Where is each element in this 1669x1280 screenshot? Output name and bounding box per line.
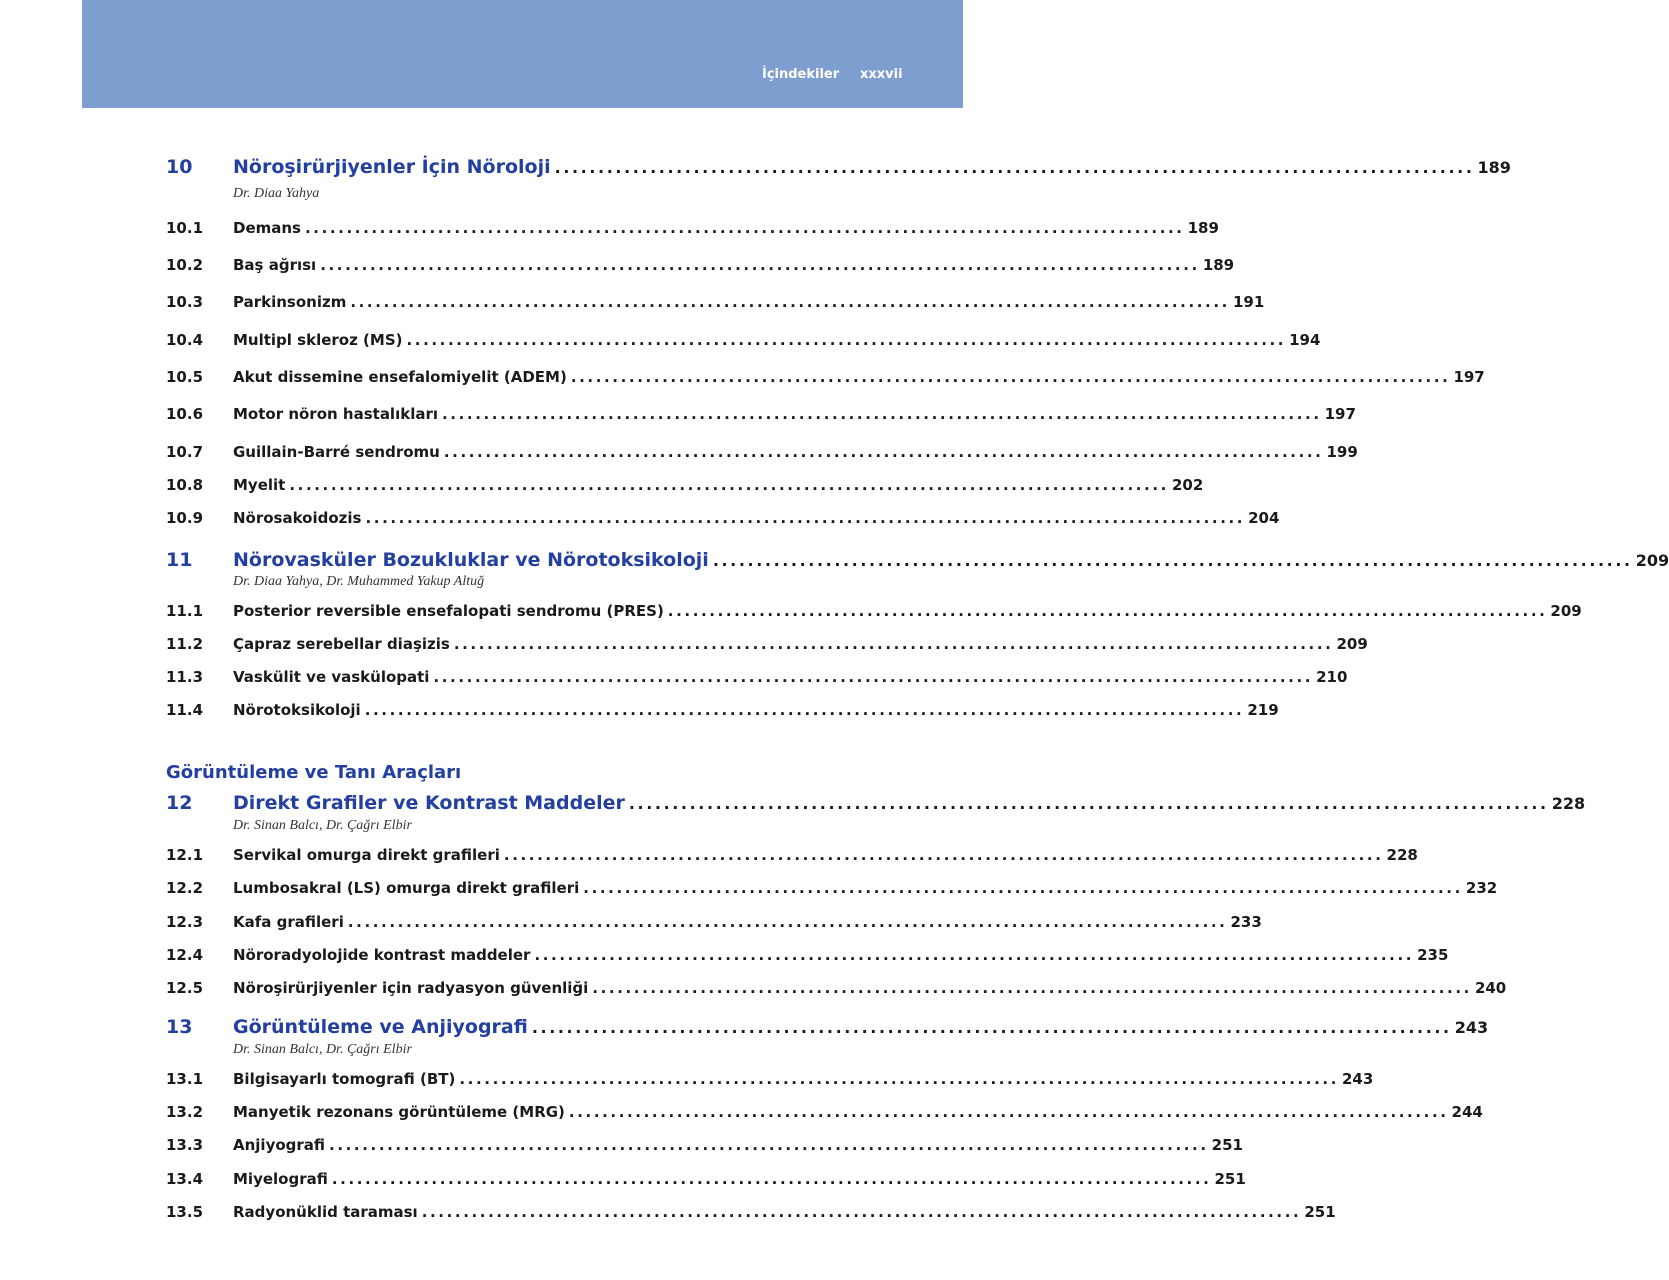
toc-entry-11-3[interactable] [166,666,1348,688]
entry-title: Servikal omurga direkt grafileri [233,846,500,864]
entry-number: 12.2 [166,879,204,897]
toc-entry-10-8[interactable] [166,474,1204,496]
toc-entry-13-5[interactable] [166,1201,1336,1223]
entry-page: 191 [1232,293,1265,311]
entry-page: 202 [1171,476,1204,494]
entry-number: 10.5 [166,368,204,386]
entry-number: 11.3 [166,668,204,686]
entry-title: Kafa grafileri [233,913,344,931]
entry-title: Bilgisayarlı tomografi (BT) [233,1070,456,1088]
entry-page: 251 [1304,1203,1336,1221]
toc-entry-10-4[interactable] [166,329,1321,351]
dot-leader: .......................................................................................................... [320,256,1200,274]
entry-number: 13.3 [166,1136,204,1154]
chapter-title: Nörovasküler Bozukluklar ve Nörotoksikoloji [233,549,709,571]
entry-page: 243 [1342,1070,1374,1088]
toc-entry-10-7[interactable] [166,441,1358,463]
entry-page: 199 [1326,443,1358,461]
entry-title: Nöroşirürjiyenler için radyasyon güvenliği [233,979,589,997]
toc-entry-12-3[interactable] [166,911,1262,933]
entry-number: 10.7 [166,443,204,461]
entry-number: 11.2 [166,635,204,653]
entry-page: 244 [1451,1103,1483,1121]
entry-title: Nörosakoidozis [233,509,362,527]
toc-chapter-11[interactable] [166,549,1669,571]
toc-entry-11-4[interactable] [166,699,1279,721]
dot-leader: .......................................................................................................... [628,794,1549,813]
entry-title: Baş ağrısı [233,256,317,274]
entry-number: 10.6 [166,405,204,423]
entry-page: 209 [1336,635,1368,653]
chapter-number: 13 [166,1016,193,1038]
chapter-page: 228 [1551,794,1586,813]
dot-leader: .......................................................................................................... [592,979,1472,997]
toc-entry-10-3[interactable] [166,291,1265,313]
entry-title: Radyonüklid taraması [233,1203,418,1221]
dot-leader: .......................................................................................................... [459,1070,1339,1088]
toc-entry-13-2[interactable] [166,1101,1483,1123]
dot-leader: .......................................................................................................... [365,509,1246,527]
entry-title: Çapraz serebellar diaşizis [233,635,450,653]
entry-page: 219 [1247,701,1279,719]
chapter-authors: Dr. Diaa Yahya, Dr. Muhammed Yakup Altuğ [233,574,485,589]
entry-page: 189 [1187,219,1219,237]
dot-leader: .......................................................................................................... [331,1170,1212,1188]
toc-entry-10-6[interactable] [166,403,1356,425]
toc-entry-10-5[interactable] [166,366,1485,388]
entry-number: 10.3 [166,293,204,311]
dot-leader: .......................................................................................................... [364,701,1245,719]
entry-page: 204 [1248,509,1280,527]
chapter-title: Nöroşirürjiyenler İçin Nöroloji [233,156,551,178]
entry-number: 10.4 [166,331,204,349]
running-header-title: İçindekiler [762,67,840,82]
entry-page: 232 [1465,879,1498,897]
entry-title: Guillain-Barré sendromu [233,443,440,461]
entry-number: 11.1 [166,602,204,620]
toc-chapter-12[interactable] [166,792,1586,814]
chapter-authors: Dr. Sinan Balcı, Dr. Çağrı Elbir [233,818,412,833]
entry-title: Parkinsonizm [233,293,347,311]
toc-entry-12-4[interactable] [166,944,1449,966]
chapter-authors: Dr. Sinan Balcı, Dr. Çağrı Elbir [233,1042,412,1057]
entry-number: 12.4 [166,946,204,964]
toc-entry-10-9[interactable] [166,507,1280,529]
dot-leader: .......................................................................................................... [329,1136,1209,1154]
entry-number: 12.5 [166,979,204,997]
entry-title: Multipl skleroz (MS) [233,331,403,349]
entry-number: 13.1 [166,1070,204,1088]
toc-chapter-10[interactable] [166,156,1511,178]
toc-entry-10-1[interactable] [166,217,1219,239]
dot-leader: .......................................................................................................... [583,879,1463,897]
toc-entry-13-1[interactable] [166,1068,1374,1090]
entry-page: 197 [1453,368,1485,386]
dot-leader: .......................................................................................................... [453,635,1334,653]
toc-entry-12-2[interactable] [166,877,1498,899]
dot-leader: .......................................................................................................... [534,946,1415,964]
entry-title: Vaskülit ve vaskülopati [233,668,430,686]
entry-number: 13.4 [166,1170,204,1188]
entry-page: 233 [1230,913,1262,931]
entry-number: 10.9 [166,509,204,527]
running-header-page-number: xxxvii [860,67,903,82]
dot-leader: .......................................................................................................... [289,476,1169,494]
entry-number: 12.3 [166,913,204,931]
entry-title: Miyelografi [233,1170,328,1188]
entry-title: Manyetik rezonans görüntüleme (MRG) [233,1103,565,1121]
toc-chapter-13[interactable] [166,1016,1489,1038]
chapter-authors: Dr. Diaa Yahya [233,186,320,201]
toc-entry-13-4[interactable] [166,1168,1246,1190]
entry-title: Demans [233,219,301,237]
entry-page: 240 [1474,979,1507,997]
chapter-number: 12 [166,792,193,814]
chapter-page: 209 [1635,551,1669,570]
dot-leader: .......................................................................................................... [667,602,1548,620]
chapter-number: 10 [166,156,193,178]
chapter-page: 189 [1477,158,1511,177]
entry-number: 10.2 [166,256,204,274]
entry-number: 10.8 [166,476,204,494]
toc-entry-11-1[interactable] [166,600,1582,622]
dot-leader: .......................................................................................................... [443,443,1324,461]
entry-page: 209 [1550,602,1582,620]
chapter-title: Direkt Grafiler ve Kontrast Maddeler [233,792,625,814]
entry-page: 210 [1316,668,1348,686]
entry-title: Anjiyografi [233,1136,326,1154]
section-heading: Görüntüleme ve Tanı Araçları [166,762,462,783]
entry-number: 13.5 [166,1203,204,1221]
entry-page: 189 [1202,256,1235,274]
dot-leader: .......................................................................................................... [554,158,1475,177]
chapter-page: 243 [1454,1018,1489,1037]
entry-page: 194 [1289,331,1321,349]
dot-leader: .......................................................................................................... [568,1103,1449,1121]
toc-entry-10-2[interactable] [166,254,1235,276]
dot-leader: .......................................................................................................... [406,331,1287,349]
chapter-number: 11 [166,549,193,571]
entry-number: 12.1 [166,846,204,864]
dot-leader: .......................................................................................................... [442,405,1322,423]
entry-page: 251 [1214,1170,1246,1188]
toc-entry-11-2[interactable] [166,633,1368,655]
entry-title: Motor nöron hastalıkları [233,405,438,423]
dot-leader: .......................................................................................................... [712,551,1633,570]
dot-leader: .......................................................................................................... [503,846,1384,864]
dot-leader: .......................................................................................................... [433,668,1314,686]
entry-title: Nöroradyolojide kontrast maddeler [233,946,531,964]
entry-title: Posterior reversible ensefalopati sendromu (PRES) [233,602,664,620]
entry-page: 197 [1324,405,1356,423]
dot-leader: .......................................................................................................... [570,368,1451,386]
entry-page: 228 [1386,846,1418,864]
toc-entry-13-3[interactable] [166,1134,1243,1156]
entry-title: Myelit [233,476,286,494]
dot-leader: .......................................................................................................... [531,1018,1452,1037]
toc-entry-12-5[interactable] [166,977,1507,999]
entry-number: 13.2 [166,1103,204,1121]
entry-page: 251 [1211,1136,1243,1154]
dot-leader: .......................................................................................................... [350,293,1230,311]
chapter-title: Görüntüleme ve Anjiyografi [233,1016,528,1038]
entry-title: Nörotoksikoloji [233,701,361,719]
entry-title: Lumbosakral (LS) omurga direkt grafileri [233,879,580,897]
dot-leader: .......................................................................................................... [421,1203,1302,1221]
entry-title: Akut dissemine ensefalomiyelit (ADEM) [233,368,567,386]
dot-leader: .......................................................................................................... [304,219,1185,237]
entry-page: 235 [1417,946,1449,964]
entry-number: 11.4 [166,701,204,719]
toc-entry-12-1[interactable] [166,844,1418,866]
entry-number: 10.1 [166,219,204,237]
dot-leader: .......................................................................................................... [347,913,1228,931]
